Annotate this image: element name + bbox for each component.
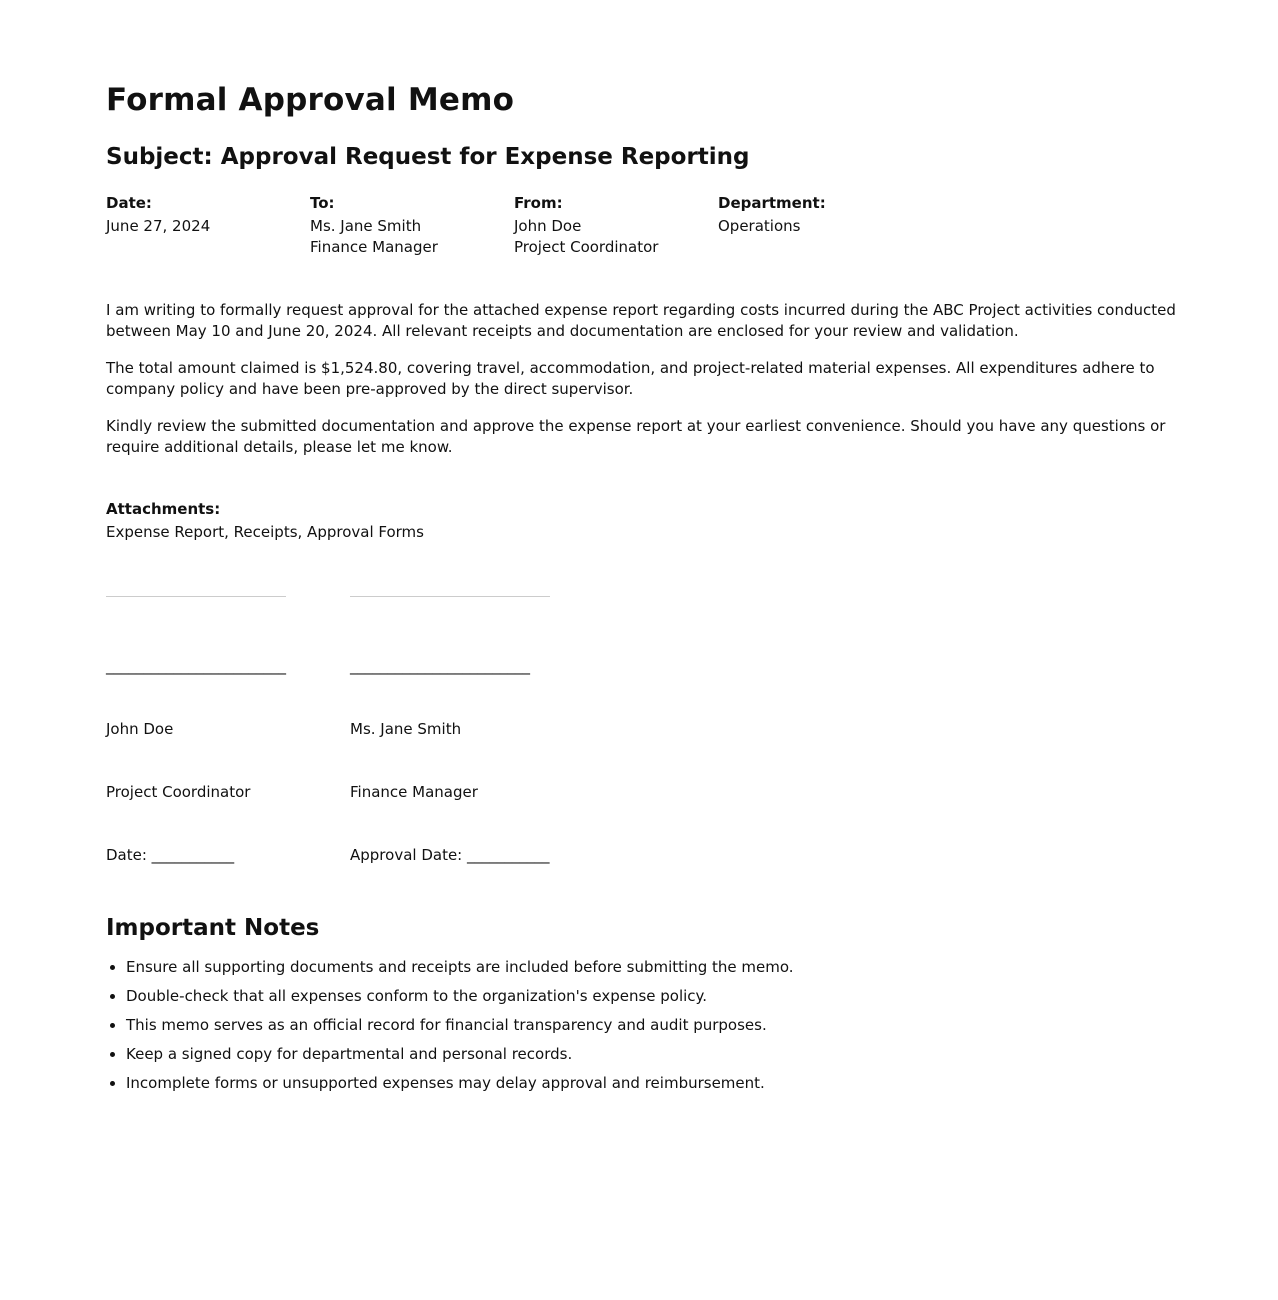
approval-date: Approval Date: ___________ (350, 846, 550, 864)
department-value: Operations (718, 217, 801, 235)
list-item: • Ensure all supporting documents and receipts are included before submitting the memo. (126, 957, 1172, 978)
signature-block (106, 596, 1172, 908)
attachments-section (106, 499, 1172, 543)
approver-name: Ms. Jane Smith (350, 720, 462, 738)
from-field (514, 193, 718, 258)
signature-line: ________________________ (106, 657, 286, 675)
memo-body (106, 300, 1176, 458)
approver-title: Finance Manager (350, 783, 478, 801)
to-title: Finance Manager (310, 238, 438, 256)
body-paragraph-3: Kindly review the submitted documentation and approve the expense report at your earliest convenience. Should you have any questions or require additional details, please let me know. (106, 417, 1166, 456)
signer-title: Project Coordinator (106, 783, 251, 801)
notes-list (106, 957, 1172, 1094)
date-label: Date: (106, 194, 152, 212)
from-label: From: (514, 194, 563, 212)
to-label: To: (310, 194, 335, 212)
signature-line: ________________________ (350, 657, 530, 675)
body-paragraph-2: The total amount claimed is $1,524.80, covering travel, accommodation, and project-related material expenses. All expenditures adhere to company policy and have been pre-approved by the direct supervisor. (106, 359, 1155, 398)
signature-sender (106, 596, 286, 908)
department-label: Department: (718, 194, 826, 212)
attachments-value: Expense Report, Receipts, Approval Forms (106, 523, 424, 541)
list-item: • This memo serves as an official record for financial transparency and audit purposes. (126, 1015, 1172, 1036)
signer-name: John Doe (106, 720, 174, 738)
date-value: June 27, 2024 (106, 217, 211, 235)
list-item: • Double-check that all expenses conform to the organization's expense policy. (126, 986, 1172, 1007)
notes-title: Important Notes (106, 915, 320, 941)
signer-date: Date: ___________ (106, 846, 235, 864)
date-field (106, 193, 310, 258)
to-name: Ms. Jane Smith (310, 217, 422, 235)
list-item: • Keep a signed copy for departmental and personal records. (126, 1044, 1172, 1065)
to-field (310, 193, 514, 258)
from-title: Project Coordinator (514, 238, 659, 256)
memo-subject: Subject: Approval Request for Expense Reporting (106, 144, 750, 170)
signature-divider (106, 596, 286, 597)
from-name: John Doe (514, 217, 582, 235)
memo-title: Formal Approval Memo (106, 82, 515, 118)
signature-approver (350, 596, 550, 908)
body-paragraph-1: I am writing to formally request approval for the attached expense report regarding costs incurred during the ABC Project activities conducted between May 10 and June 20, 2024. All relevant receipts and documentation are enclosed for your review and validation. (106, 301, 1176, 340)
signature-divider (350, 596, 550, 597)
department-field (718, 193, 922, 258)
list-item: • Incomplete forms or unsupported expenses may delay approval and reimbursement. (126, 1073, 1172, 1094)
attachments-label: Attachments: (106, 500, 221, 518)
memo-header-fields (106, 193, 1172, 258)
